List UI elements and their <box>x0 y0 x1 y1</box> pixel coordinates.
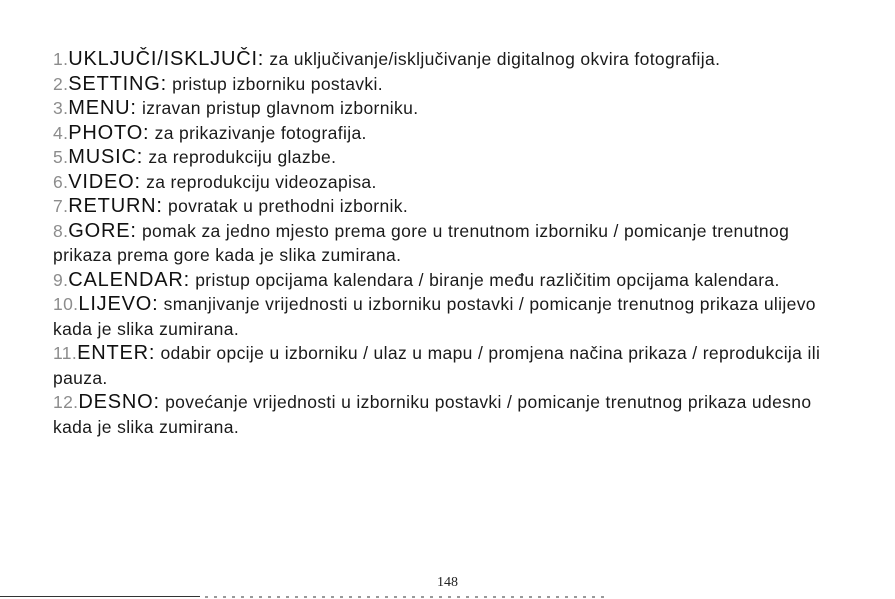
item-number: 10. <box>53 294 79 314</box>
item-number: 11. <box>53 343 78 363</box>
list-item <box>53 145 843 170</box>
button-name: CALENDAR: <box>68 268 190 291</box>
button-name: SETTING: <box>68 72 167 95</box>
button-name: DESNO: <box>78 391 160 413</box>
button-description-list <box>53 47 843 439</box>
button-name: VIDEO: <box>68 170 141 193</box>
footer-dashes <box>205 596 605 598</box>
item-description: izravan pristup glavnom izborniku. <box>136 98 419 118</box>
button-name: UKLJUČI/ISKLJUČI: <box>68 48 265 70</box>
item-description: pomak za jedno mjesto prema gore u trenutnom izborniku / pomicanje trenutnog prikaza prema gore kada je slika zumirana. <box>53 220 790 265</box>
item-number: 2. <box>53 73 69 94</box>
button-name: RETURN: <box>68 195 163 217</box>
list-item <box>53 96 843 121</box>
button-name: MENU: <box>68 97 137 119</box>
item-number: 7. <box>53 196 69 216</box>
list-item <box>53 292 843 341</box>
footer-rule <box>0 596 200 597</box>
item-number: 9. <box>53 269 69 290</box>
item-number: 3. <box>53 98 69 118</box>
button-name: ENTER: <box>77 342 156 364</box>
item-number: 5. <box>53 147 69 167</box>
item-description: odabir opcije u izborniku / ulaz u mapu / promjena načina prikaza / reprodukcija ili pauza. <box>53 343 821 388</box>
list-item <box>53 121 843 146</box>
item-description: za prikazivanje fotografija. <box>149 122 367 143</box>
button-name: GORE: <box>68 219 137 242</box>
item-description: smanjivanje vrijednosti u izborniku postavki / pomicanje trenutnog prikaza ulijevo kada je slika zumirana. <box>53 294 816 339</box>
item-number: 4. <box>53 122 69 143</box>
item-description: za reprodukciju glazbe. <box>143 147 337 167</box>
list-item <box>53 268 843 293</box>
item-description: za reprodukciju videozapisa. <box>140 171 377 192</box>
page-number: 148 <box>437 575 458 590</box>
item-description: pristup opcijama kalendara / biranje među različitim opcijama kalendara. <box>189 269 780 290</box>
list-item <box>53 194 843 219</box>
list-item <box>53 72 843 97</box>
item-description: pristup izborniku postavki. <box>166 73 383 94</box>
button-name: PHOTO: <box>68 121 150 144</box>
item-number: 12. <box>53 392 79 412</box>
item-number: 6. <box>53 171 69 192</box>
button-name: LIJEVO: <box>78 293 159 315</box>
list-item <box>53 341 843 390</box>
button-name: MUSIC: <box>68 146 144 168</box>
list-item <box>53 47 843 72</box>
item-number: 1. <box>53 49 69 69</box>
item-description: povratak u prethodni izbornik. <box>162 196 409 216</box>
item-number: 8. <box>53 220 69 241</box>
item-description: povećanje vrijednosti u izborniku postavki / pomicanje trenutnog prikaza udesno kada je slika zumirana. <box>53 392 812 437</box>
list-item <box>53 390 843 439</box>
item-description: za uključivanje/isključivanje digitalnog okvira fotografija. <box>264 49 721 69</box>
list-item <box>53 219 843 268</box>
list-item <box>53 170 843 195</box>
